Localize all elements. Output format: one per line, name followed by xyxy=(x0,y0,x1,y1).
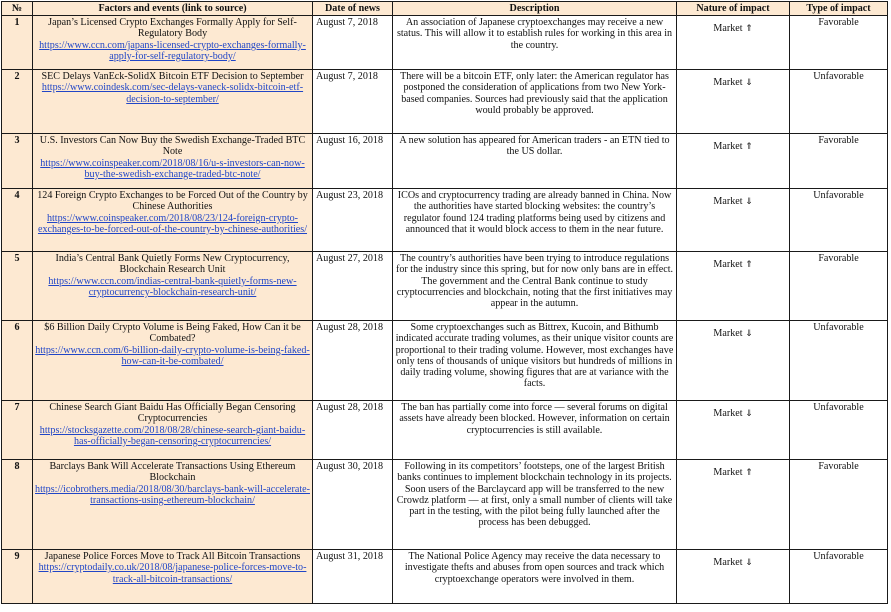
factor-cell xyxy=(33,401,313,460)
source-link[interactable]: https://www.ccn.com/6-billion-daily-crypto-volume-is-being-faked-how-can-it-be-combated/ xyxy=(35,344,310,367)
factor-cell xyxy=(33,189,313,252)
header-type: Type of impact xyxy=(790,2,888,16)
factor-title: Japan’s Licensed Crypto Exchanges Formally Apply for Self-Regulatory Body xyxy=(48,17,297,40)
nature-label: Market xyxy=(713,196,743,208)
row-number: 6 xyxy=(2,321,33,401)
arrow-down-icon: ⇓ xyxy=(745,78,753,89)
header-num: № xyxy=(2,2,33,16)
arrow-up-icon: ⇑ xyxy=(745,24,753,35)
table-row xyxy=(2,16,888,70)
row-number: 7 xyxy=(2,401,33,460)
table-row xyxy=(2,401,888,460)
source-link[interactable]: https://icobrothers.media/2018/08/30/barclays-bank-will-accelerate-transactions-using-ethereum-blockchain/ xyxy=(35,483,310,506)
nature-label: Market xyxy=(713,23,743,35)
header-factors: Factors and events (link to source) xyxy=(33,2,313,16)
news-date: August 16, 2018 xyxy=(313,134,393,189)
source-link[interactable]: https://www.ccn.com/japans-licensed-crypto-exchanges-formally-apply-for-self-regulatory-body/ xyxy=(39,39,306,62)
table-row xyxy=(2,550,888,604)
source-link[interactable]: https://stocksgazette.com/2018/08/28/chinese-search-giant-baidu-has-officially-began-censoring-cryptocurrencies/ xyxy=(39,424,306,447)
source-link[interactable]: https://www.coinspeaker.com/2018/08/16/u-s-investors-can-now-buy-the-swedish-exchange-traded-btc-note/ xyxy=(40,157,305,180)
factor-cell xyxy=(33,252,313,321)
nature-cell xyxy=(677,189,790,252)
nature-cell xyxy=(677,321,790,401)
impact-type: Favorable xyxy=(790,134,888,189)
row-number: 8 xyxy=(2,460,33,550)
impact-type: Favorable xyxy=(790,16,888,70)
nature-label: Market xyxy=(713,557,743,569)
nature-cell xyxy=(677,401,790,460)
news-date: August 7, 2018 xyxy=(313,16,393,70)
row-number: 5 xyxy=(2,252,33,321)
news-date: August 31, 2018 xyxy=(313,550,393,604)
impact-type: Unfavorable xyxy=(790,70,888,134)
nature-label: Market xyxy=(713,467,743,479)
factor-cell xyxy=(33,134,313,189)
news-date: August 7, 2018 xyxy=(313,70,393,134)
factor-title: Japanese Police Forces Move to Track All Bitcoin Transactions xyxy=(44,551,301,563)
row-number: 4 xyxy=(2,189,33,252)
header-date: Date of news xyxy=(313,2,393,16)
nature-cell xyxy=(677,460,790,550)
table-row xyxy=(2,189,888,252)
table-row xyxy=(2,321,888,401)
factor-title: U.S. Investors Can Now Buy the Swedish Exchange-Traded BTC Note xyxy=(39,135,306,158)
news-date: August 28, 2018 xyxy=(313,321,393,401)
nature-label: Market xyxy=(713,408,743,420)
row-number: 9 xyxy=(2,550,33,604)
factor-cell xyxy=(33,16,313,70)
source-link[interactable]: https://www.ccn.com/indias-central-bank-quietly-forms-new-cryptocurrency-blockchain-research-unit/ xyxy=(48,275,297,298)
nature-label: Market xyxy=(713,259,743,271)
nature-cell xyxy=(677,550,790,604)
factor-title: India’s Central Bank Quietly Forms New Cryptocurrency, Blockchain Research Unit xyxy=(55,253,290,276)
description: An association of Japanese cryptoexchanges may receive a new status. This will allow it to establish rules for working in this area in the country. xyxy=(393,16,677,70)
table-header-row xyxy=(2,2,888,16)
description: There will be a bitcoin ETF, only later: the American regulator has postponed the consideration of applications from two New York-based companies. Sources had previously said that the application would probably be approved. xyxy=(393,70,677,134)
arrow-down-icon: ⇓ xyxy=(745,558,753,569)
arrow-down-icon: ⇓ xyxy=(745,197,753,208)
impact-type: Favorable xyxy=(790,460,888,550)
nature-label: Market xyxy=(713,328,743,340)
nature-label: Market xyxy=(713,141,743,153)
nature-cell xyxy=(677,134,790,189)
nature-label: Market xyxy=(713,77,743,89)
news-table-container xyxy=(1,1,888,604)
news-impact-table xyxy=(1,1,888,604)
description: Some cryptoexchanges such as Bittrex, Kucoin, and Bithumb indicated accurate trading volumes, as their unique visitor counts are proportional to their trading volume. However, most exchanges have only tens of thousands of unique visitors but hundreds of millions in daily trading volume, showing figures that are at variance with the facts. xyxy=(393,321,677,401)
source-link[interactable]: https://cryptodaily.co.uk/2018/08/japanese-police-forces-move-to-track-all-bitcoin-transactions/ xyxy=(38,562,307,585)
table-row xyxy=(2,134,888,189)
news-date: August 30, 2018 xyxy=(313,460,393,550)
row-number: 3 xyxy=(2,134,33,189)
description: A new solution has appeared for American traders - an ETN tied to the US dollar. xyxy=(393,134,677,189)
arrow-up-icon: ⇑ xyxy=(745,142,753,153)
description: The National Police Agency may receive the data necessary to investigate thefts and abuses from open sources and track which cryptoexchange operators were involved in them. xyxy=(393,550,677,604)
factor-title: Chinese Search Giant Baidu Has Officially Began Censoring Cryptocurrencies xyxy=(49,402,296,425)
row-number: 1 xyxy=(2,16,33,70)
impact-type: Unfavorable xyxy=(790,550,888,604)
nature-cell xyxy=(677,16,790,70)
description: The country’s authorities have been trying to introduce regulations for the industry since this spring, but for now only bans are in effect. The government and the Central Bank continue to study cryptocurrencies and blockchain, noting that the first initiatives may appear in the autumn. xyxy=(393,252,677,321)
factor-title: $6 Billion Daily Crypto Volume is Being Faked, How Can it be Combated? xyxy=(44,322,301,345)
factor-title: Barclays Bank Will Accelerate Transactions Using Ethereum Blockchain xyxy=(49,461,296,484)
impact-type: Unfavorable xyxy=(790,189,888,252)
impact-type: Unfavorable xyxy=(790,401,888,460)
header-description: Description xyxy=(393,2,677,16)
description: The ban has partially come into force — several forums on digital assets have already been blocked. However, information on certain cryptocurrencies is still available. xyxy=(393,401,677,460)
factor-title: 124 Foreign Crypto Exchanges to be Forced Out of the Country by Chinese Authorities xyxy=(37,190,308,213)
row-number: 2 xyxy=(2,70,33,134)
arrow-down-icon: ⇓ xyxy=(745,329,753,340)
factor-title: SEC Delays VanEck-SolidX Bitcoin ETF Decision to September xyxy=(41,71,304,83)
nature-cell xyxy=(677,252,790,321)
impact-type: Unfavorable xyxy=(790,321,888,401)
arrow-up-icon: ⇑ xyxy=(745,468,753,479)
impact-type: Favorable xyxy=(790,252,888,321)
arrow-down-icon: ⇓ xyxy=(745,409,753,420)
factor-cell xyxy=(33,321,313,401)
news-date: August 28, 2018 xyxy=(313,401,393,460)
news-date: August 23, 2018 xyxy=(313,189,393,252)
header-nature: Nature of impact xyxy=(677,2,790,16)
news-date: August 27, 2018 xyxy=(313,252,393,321)
source-link[interactable]: https://www.coinspeaker.com/2018/08/23/124-foreign-crypto-exchanges-to-be-forced-out-of-the-country-by-chinese-authorities/ xyxy=(37,212,308,235)
arrow-up-icon: ⇑ xyxy=(745,260,753,271)
factor-cell xyxy=(33,70,313,134)
source-link[interactable]: https://www.coindesk.com/sec-delays-vaneck-solidx-bitcoin-etf-decision-to-september/ xyxy=(41,82,304,105)
table-row xyxy=(2,70,888,134)
description: ICOs and cryptocurrency trading are already banned in China. Now the authorities have started blocking websites: the country’s regulator found 124 trading platforms being used by citizens and announced that it would block access to them in the near future. xyxy=(393,189,677,252)
table-row xyxy=(2,252,888,321)
nature-cell xyxy=(677,70,790,134)
description: Following in its competitors’ footsteps, one of the largest British banks continues to implement blockchain technology in its projects. Soon users of the Barclaycard app will be transferred to the new Crowdz platform — at first, only a small number of clients will take part in the testing, with the pilot being fully launched after the process has been debugged. xyxy=(393,460,677,550)
factor-cell xyxy=(33,550,313,604)
table-row xyxy=(2,460,888,550)
factor-cell xyxy=(33,460,313,550)
